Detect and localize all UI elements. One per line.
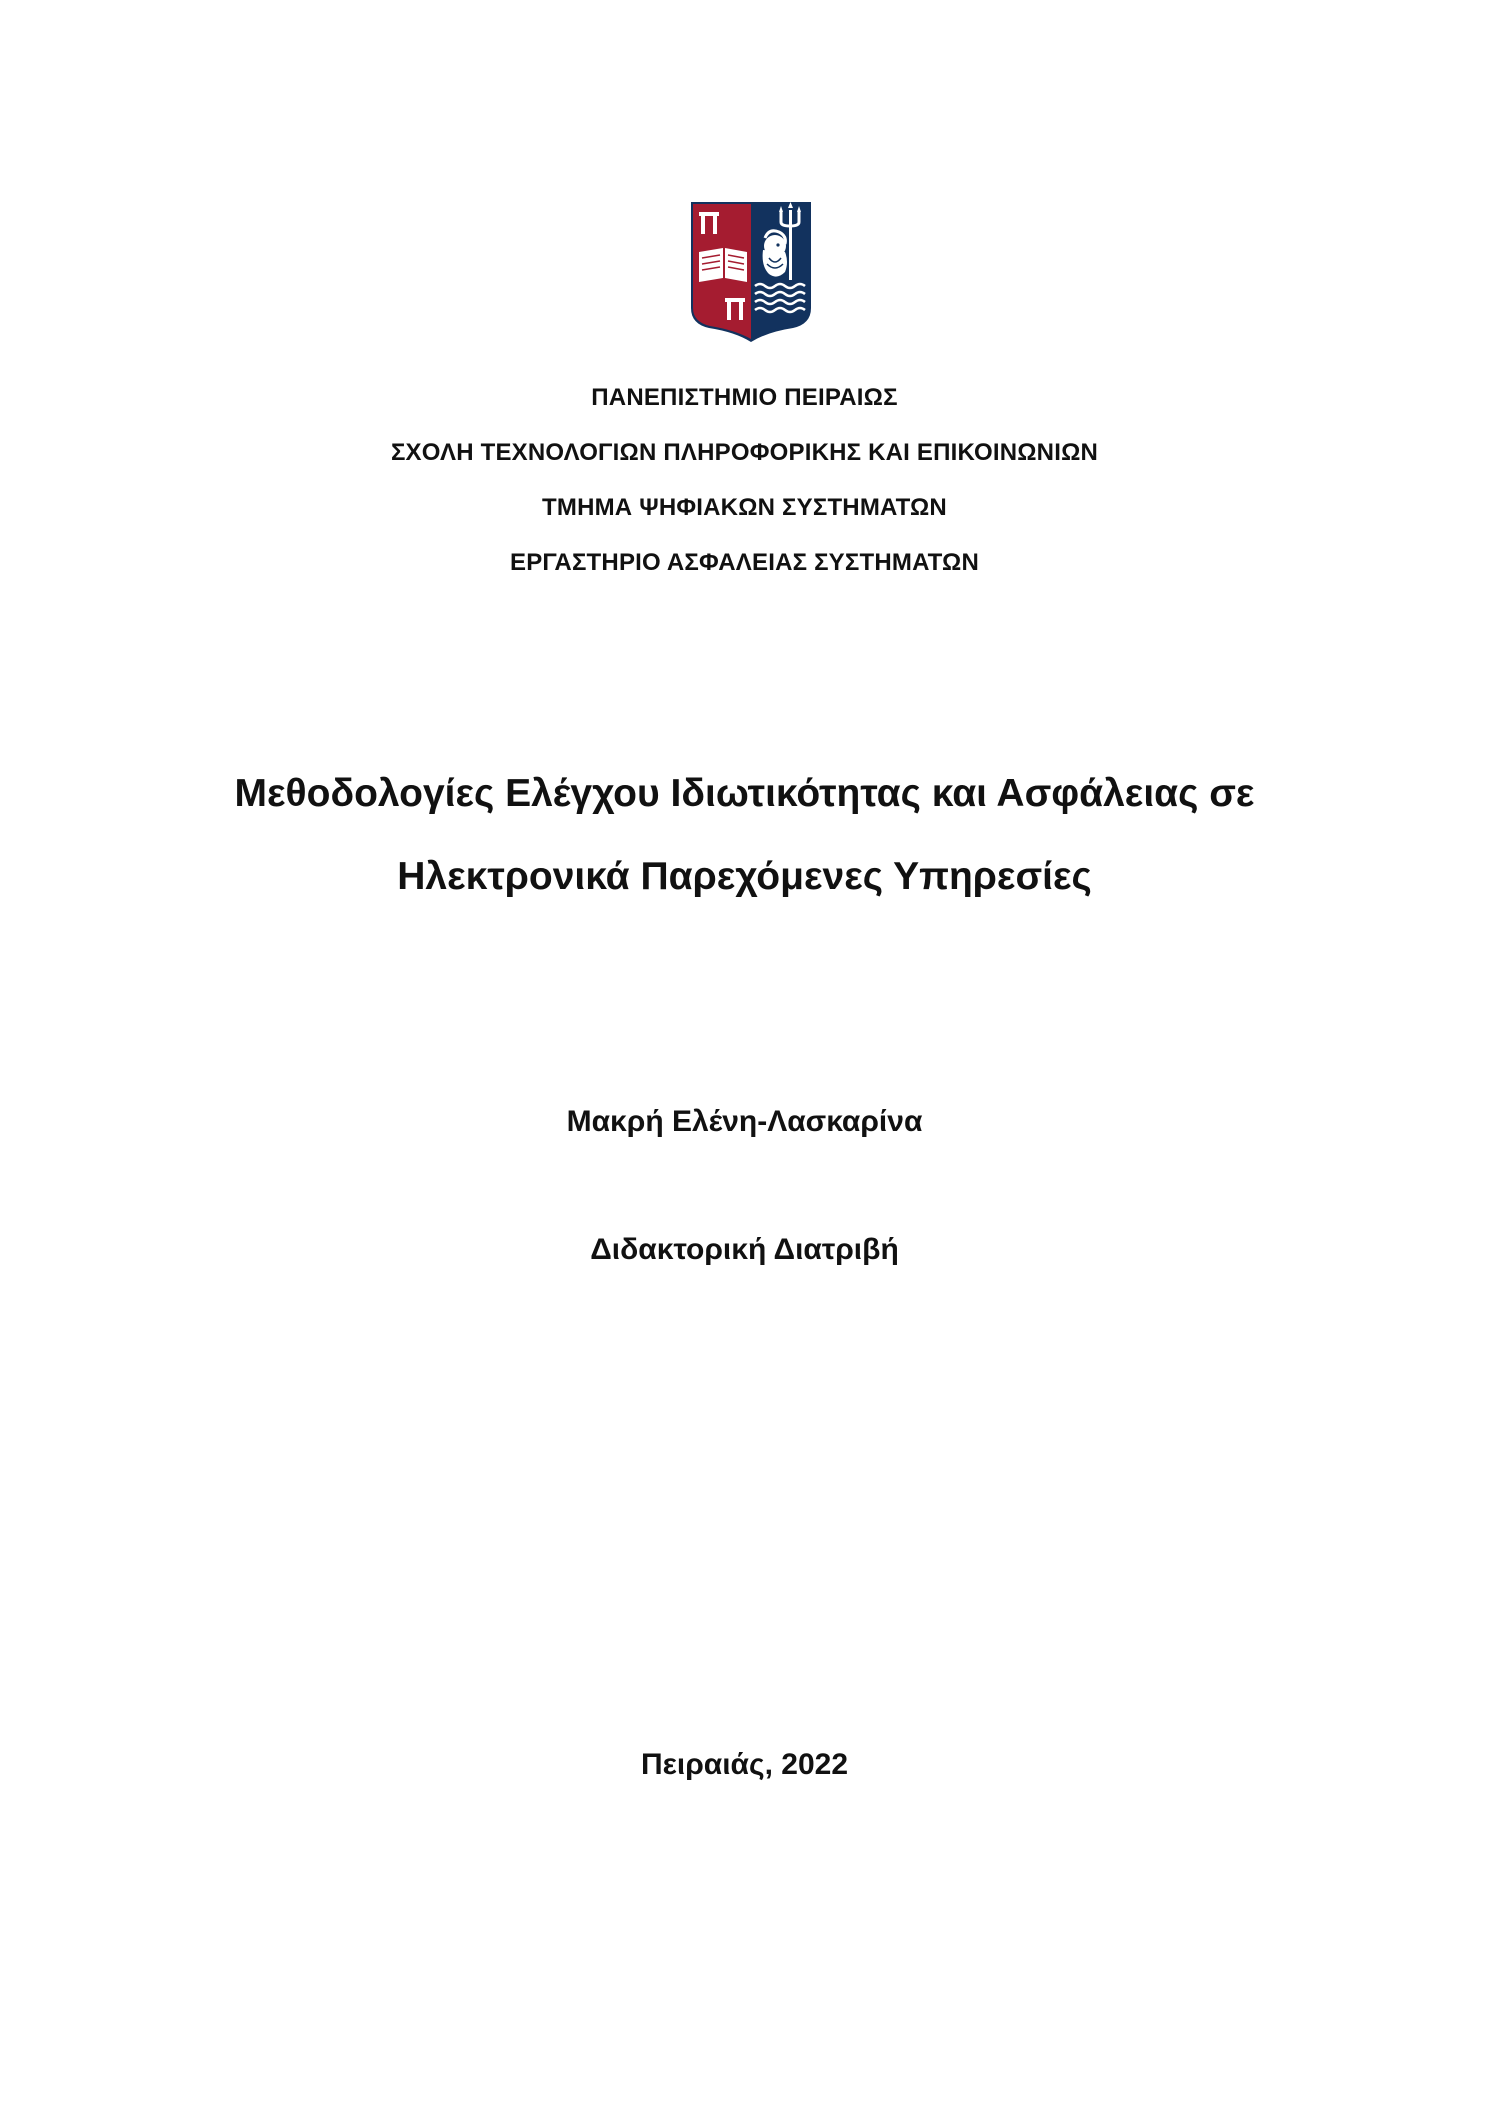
laboratory-name: ΕΡΓΑΣΤΗΡΙΟ ΑΣΦΑΛΕΙΑΣ ΣΥΣΤΗΜΑΤΩΝ [509,549,980,576]
university-emblem-logo [689,200,813,344]
document-type: Διδακτορική Διατριβή [590,1233,899,1266]
place-and-year: Πειραιάς, 2022 [640,1748,849,1781]
author-name: Μακρή Ελένη-Λασκαρίνα [566,1105,923,1138]
department-name: ΤΜΗΜΑ ΨΗΦΙΑΚΩΝ ΣΥΣΤΗΜΑΤΩΝ [542,494,947,521]
university-name: ΠΑΝΕΠΙΣΤΗΜΙΟ ΠΕΙΡΑΙΩΣ [591,384,898,411]
thesis-title-line-1: Μεθοδολογίες Ελέγχου Ιδιωτικότητας και Ασφάλειας σε [234,772,1255,815]
school-name: ΣΧΟΛΗ ΤΕΧΝΟΛΟΓΙΩΝ ΠΛΗΡΟΦΟΡΙΚΗΣ ΚΑΙ ΕΠΙΚΟΙΝΩΝΙΩΝ [390,439,1099,466]
thesis-title-line-2: Ηλεκτρονικά Παρεχόμενες Υπηρεσίες [397,855,1092,898]
